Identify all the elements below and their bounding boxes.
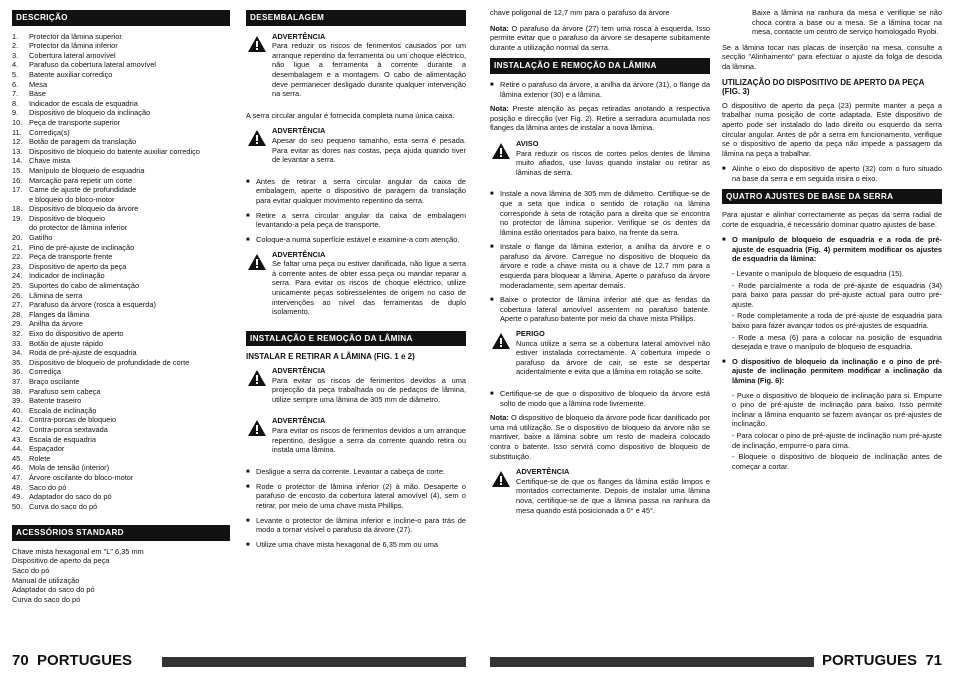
list-item: 38. Parafuso sem cabeça — [12, 386, 101, 396]
warning-box: ADVERTÊNCIA Certifique-se de que os flanges da lâmina estão limpos e montados correctamente. Depois de instalar uma lâmina nova, certifique-se de que a lâmina passa na ranhura da mesa quando está posicionada a 0° e 45°. — [490, 467, 710, 521]
list-item: 14. Chave mista — [12, 156, 71, 166]
list-item: 17. Came de ajuste de profundidade — [12, 185, 137, 195]
descricao-header: DESCRIÇÃO — [12, 10, 230, 26]
warning-icon — [248, 420, 266, 436]
list-item: 6. Mesa — [12, 79, 48, 89]
dash-item: - Rode a mesa (6) para a colocar na posição de esquadria desejada e trave o manípulo de bloqueio de esquadria. — [732, 332, 942, 352]
paragraph: chave poligonal de 12,7 mm para o parafuso da árvore — [490, 8, 670, 17]
warning-icon — [248, 254, 266, 270]
list-item: 1. Protector da lâmina superior — [12, 31, 122, 41]
warning-box: AVISO Para reduzir os riscos de cortes pelos dentes de lâmina muito afiados, use luvas quando instalar ou retirar as lâminas de serra. — [490, 139, 710, 183]
list-item: 26. Lâmina de serra — [12, 290, 83, 300]
warning-box: ADVERTÊNCIA Apesar do seu pequeno tamanho, esta serra é pesada. Para evitar as dores nas costas, peça ajuda quando tiver de levantar a serra. — [246, 126, 466, 170]
list-item: 23. Dispositivo de aperto da peça — [12, 261, 127, 271]
footer-bar — [162, 657, 466, 667]
list-item: 12. Botão de paragem da translação — [12, 137, 137, 147]
dash-item: - Rode parcialmente a roda de pré-ajuste de esquadria (34) para baixo para passar do pré-ajuste actual para outro pré-ajuste. — [732, 280, 942, 309]
list-item: 3. Cobertura lateral amovível — [12, 50, 116, 60]
page-number: 70 PORTUGUES — [12, 652, 133, 669]
list-item: 41. Contra-porcas de bloqueio — [12, 415, 117, 425]
list-item: Curva do saco do pó — [12, 594, 81, 604]
dash-item: - Bloqueie o dispositivo de bloqueio de inclinação antes de começar a cortar. — [732, 452, 942, 471]
warning-box: ADVERTÊNCIA Para reduzir os riscos de ferimentos causados por um arranque repentino da ferramenta ou um choque eléctrico, não ligue a ferramenta à corrente durante a desembalagem e a montagem. O cabo de alimentação deve permanecer desligado durante qualquer intervenção na serra. — [246, 32, 466, 105]
list-item: 33. Botão de ajuste rápido — [12, 338, 103, 348]
list-item: 50. Curva do saco do pó — [12, 501, 98, 511]
list-item: 21. Pino de pré-ajuste de inclinação — [12, 242, 135, 252]
list-item: Dispositivo de aperto da peça — [12, 556, 110, 566]
note: Nota: Preste atenção às peças retiradas anotando a respectiva posição e direcção (ver Fig. 2). Retire a serradura acumulada nos flanges da lâmina antes de instalar a nova lâmina. — [490, 104, 710, 133]
warning-box: PERIGO Nunca utilize a serra se a cobertura lateral amovível não estiver instalada correctamente. A cobertura impede o parafuso da árvore de cair, se este se despertar acidentalmente e evita que a lâmina em rotação se solte. — [490, 329, 710, 383]
list-item: 39. Batente traseiro — [12, 396, 82, 406]
list-item: 32. Eixo do dispositivo de aperto — [12, 329, 124, 338]
dash-item: - Levante o manípulo de bloqueio de esquadria (15). — [732, 269, 904, 279]
subheading: UTILIZAÇÃO DO DISPOSITIVO DE APERTO DA PEÇA (FIG. 3) — [722, 77, 925, 97]
bullet: ■ Baixe o protector de lâmina inferior até que as fendas da cobertura lateral amovível assentem no parafuso batente. Aperte o parafuso batente por meio da chave mista Phillips. — [490, 295, 710, 324]
warning-icon — [248, 130, 266, 146]
list-item: 13. Dispositivo de bloqueio do batente auxiliar corrediço — [12, 146, 200, 156]
note: Nota: O parafuso da árvore (27) tem uma rosca à esquerda. Isso permite evitar que o parafuso da árvore se desaperte subitamente durante a utilização normal da serra. — [490, 23, 710, 52]
list-item: 47. Árvore oscilante do bloco-motor — [12, 472, 134, 482]
list-item: 49. Adaptador do saco do pó — [12, 492, 112, 502]
list-item: 27. Parafuso da árvore (rosca à esquerda) — [12, 300, 156, 310]
accessories-list — [12, 547, 230, 605]
list-item: 36. Corrediça — [12, 367, 62, 377]
acessorios-header: ACESSÓRIOS STANDARD — [12, 525, 230, 541]
list-item: 4. Parafuso da cobertura lateral amovível — [12, 60, 156, 70]
bullet: ■ Instale o flange da lâmina exterior, a anilha da árvore e o parafuso da árvore. Carregue no dispositivo de bloqueio da árvore e rode a chave mista ou a chave de 12,7 mm para a esquerda para bloquear a lâmina. Aperte o parafuso da árvore moderadamente, sem apertar demais. — [490, 242, 710, 290]
list-item: do protector de lâmina inferior — [29, 223, 128, 233]
warning-box: ADVERTÊNCIA Para evitar os riscos de ferimentos devidos a um arranque repentino, desligue a serra da corrente quando retira ou instala uma lâmina. — [246, 416, 466, 460]
dash-item: - Para colocar o pino de pré-ajuste de inclinação num pré-ajuste de inclinação, empurre-o para cima. — [732, 430, 942, 450]
note: Nota: O dispositivo de bloqueio da árvore pode ficar danificado por uma má utilização. Se o dispositivo de bloqueio da árvore não se mantiver, baixe a lâmina sobre um resto de madeira colocado contra o batente. Isso servirá como dispositivo de bloqueio de substituição. — [490, 413, 710, 461]
warning-box: ADVERTÊNCIA Para evitar os riscos de ferimentos devidos a uma projecção da peça trabalhada ou de pedaços de lâmina, utilize sempre uma lâmina de 305 mm de diâmetro. — [246, 366, 466, 410]
list-item: 48. Saco do pó — [12, 482, 67, 492]
list-item: 18. Dispositivo de bloqueio da árvore — [12, 204, 139, 214]
list-item: 46. Mola de tensão (interior) — [12, 463, 110, 473]
warning-icon — [492, 471, 510, 487]
page-number: PORTUGUES 71 — [821, 652, 942, 669]
paragraph: A serra circular angular é fornecida completa numa única caixa. — [246, 110, 455, 120]
list-item: 44. Espaçador — [12, 444, 65, 454]
footer-right — [490, 652, 942, 669]
list-item: 5. Batente auxiliar corrediço — [12, 69, 113, 79]
paragraph: O dispositivo de aperto da peça (23) permite manter a peça a trabalhar numa posição de corte adaptada. Este dispositivo de aperto pode ser instalado do lado direito ou esquerdo da serra circular angular. Antes de pôr a serra em funcionamento, verifique se o dispositivo de aperto da peça não impede a passagem da lâmina na peça a trabalhar. — [722, 100, 942, 158]
bullet: ■ Desligue a serra da corrente. Levantar a cabeça de corte. — [246, 466, 445, 476]
list-item: 9. Dispositivo de bloqueio da inclinação — [12, 108, 151, 118]
bullet: ■ Instale a nova lâmina de 305 mm de diâmetro. Certifique-se de que a seta que indica o sentido de rotação na lâmina corresponde à seta de rotação para a direita que se encontra no protector de lâmina superior. Verifique se os dentes da lâmina estão orientados para baixo, na frente da serra. — [490, 189, 710, 237]
bullet: ■ Utilize uma chave mista hexagonal de 6,35 mm ou uma — [246, 539, 438, 549]
list-item: 19. Dispositivo de bloqueio — [12, 213, 106, 223]
instalacao-right-column — [490, 8, 710, 527]
list-item: 2. Protector da lâmina inferior — [12, 41, 118, 51]
list-item: 15. Manípulo de bloqueio de esquadria — [12, 165, 145, 175]
list-item: Saco do pó — [12, 566, 50, 576]
list-item: 28. Flanges da lâmina — [12, 309, 90, 319]
bullet: ■ Retire a serra circular angular da caixa de embalagem levantando-a pela peça de transporte. — [246, 210, 466, 230]
bullet: ■ Certifique-se de que o dispositivo de bloqueio da árvore está solto de modo que a lâmina rode livremente. — [490, 389, 710, 408]
list-item: 20. Gatilho — [12, 233, 53, 243]
bullet: ■ Alinhe o eixo do dispositivo de aperto (32) com o furo situado na base da serra e em seguida insira o eixo. — [722, 164, 942, 183]
bullet: ■ O manípulo de bloqueio de esquadria e a roda de pré-ajuste de esquadria (Fig. 4) permitem modificar os ajustes de esquadria da lâmina: — [722, 235, 942, 264]
list-item: 25. Suportes do cabo de alimentação — [12, 281, 140, 291]
list-item: e bloqueio do bloco-motor — [29, 194, 115, 204]
list-item: 37. Braço oscilante — [12, 376, 80, 386]
descricao-column — [12, 8, 230, 604]
dash-item: - Puxe o dispositivo de bloqueio de inclinação para si. Empurre o pino de pré-ajuste de inclinação para baixo. Isso permite inclinar a lâmina enquanto se fazem avançar os pré-ajustes de inclinação. — [732, 390, 942, 429]
instalacao-header: INSTALAÇÃO E REMOÇÃO DA LÂMINA — [490, 58, 710, 74]
list-item: Manual de utilização — [12, 575, 80, 585]
warning-icon — [248, 36, 266, 52]
list-item: 29. Anilha da árvore — [12, 319, 83, 329]
list-item: 43. Escala de esquadria — [12, 434, 96, 444]
paragraph: Para ajustar e alinhar correctamente as peças da serra radial de corte de esquadria, é necessário dominar quatro ajustes de base. — [722, 210, 942, 229]
list-item: 10. Peça de transporte superior — [12, 117, 121, 127]
list-item: 24. Indicador de inclinação — [12, 271, 105, 281]
bullet: ■ Antes de retirar a serra circular angular da caixa de embalagem, aperte o dispositivo de paragem da translação para evitar qualquer movimento repentino da serra. — [246, 176, 466, 205]
paragraph: Se a lâmina tocar nas placas de inserção na mesa, consulte a secção "Alinhamento" para efectuar o ajuste da folga de descida da lâmina. — [722, 42, 942, 71]
footer-bar — [490, 657, 814, 667]
list-item: 35. Dispositivo de bloqueio de profundidade de corte — [12, 357, 190, 367]
warning-box: ADVERTÊNCIA Se faltar uma peça ou estiver danificada, não ligue a serra à corrente antes de obter essa peça ou mandar reparar a serra. Para evitar os riscos de choque eléctrico, utilize unicamente peças sobresselentes de origem no caso de intervenções ao nível das ferramentas de duplo isolamento. — [246, 250, 466, 323]
warning-icon — [248, 370, 266, 386]
list-item: Adaptador do saco do pó — [12, 585, 95, 595]
list-item: Chave mista hexagonal em "L" 6,35 mm — [12, 546, 144, 556]
list-item: 22. Peça de transporte frente — [12, 252, 113, 262]
list-item: 8. Indicador de escala de esquadria — [12, 98, 138, 108]
desembalagem-column — [246, 8, 466, 555]
warning-icon — [492, 333, 510, 349]
list-item: 7. Base — [12, 89, 46, 99]
list-item: 11. Corrediça(s) — [12, 127, 70, 137]
footer-left — [12, 652, 466, 669]
subheading: INSTALAR E RETIRAR A LÂMINA (FIG. 1 e 2) — [246, 352, 415, 362]
list-item: 45. Rolete — [12, 453, 51, 463]
list-item: 42. Contra-porca sextavada — [12, 424, 108, 434]
parts-list — [12, 32, 230, 512]
ajustes-column — [722, 8, 942, 473]
list-item: 34. Roda de pré-ajuste de esquadria — [12, 348, 137, 358]
desembalagem-header: DESEMBALAGEM — [246, 10, 466, 26]
bullet: ■ Coloque-a numa superfície estável e examine-a com atenção. — [246, 234, 460, 244]
list-item: 16. Marcação para repetir um corte — [12, 175, 133, 185]
quatro-ajustes-header: QUATRO AJUSTES DE BASE DA SERRA — [722, 189, 942, 205]
paragraph: Baixe a lâmina na ranhura da mesa e verifique se não choca contra a base ou a mesa. Se a lâmina tocar na mesa, contacte um centro de serviço homologado Ryobi. — [752, 8, 942, 37]
list-item: 40. Escala de inclinação — [12, 405, 97, 415]
bullet: ■ Retire o parafuso da árvore, a anilha da árvore (31), o flange da lâmina exterior (30) e a lâmina. — [490, 79, 710, 99]
bullet: ■ O dispositivo de bloqueio da inclinação e o pino de pré-ajuste de inclinação permitem modificar a inclinação da lâmina (Fig. 6): — [722, 356, 942, 385]
warning-icon — [492, 143, 510, 159]
bullet: ■ Levante o protector de lâmina inferior e incline-o para trás de modo a tornar visível o parafuso da árvore (27). — [246, 515, 466, 535]
dash-item: - Rode completamente a roda de pré-ajuste de esquadria para baixo para fazer avançar todos os pré-ajustes de esquadria. — [732, 311, 942, 331]
bullet: ■ Rode o protector de lâmina inferior (2) à mão. Desaperte o parafuso de encosto da cobertura lateral amovível (4), sem o retirar, por meio de uma chave mista Phillips. — [246, 481, 466, 510]
instalacao-header: INSTALAÇÃO E REMOÇÃO DA LÂMINA — [246, 331, 466, 347]
